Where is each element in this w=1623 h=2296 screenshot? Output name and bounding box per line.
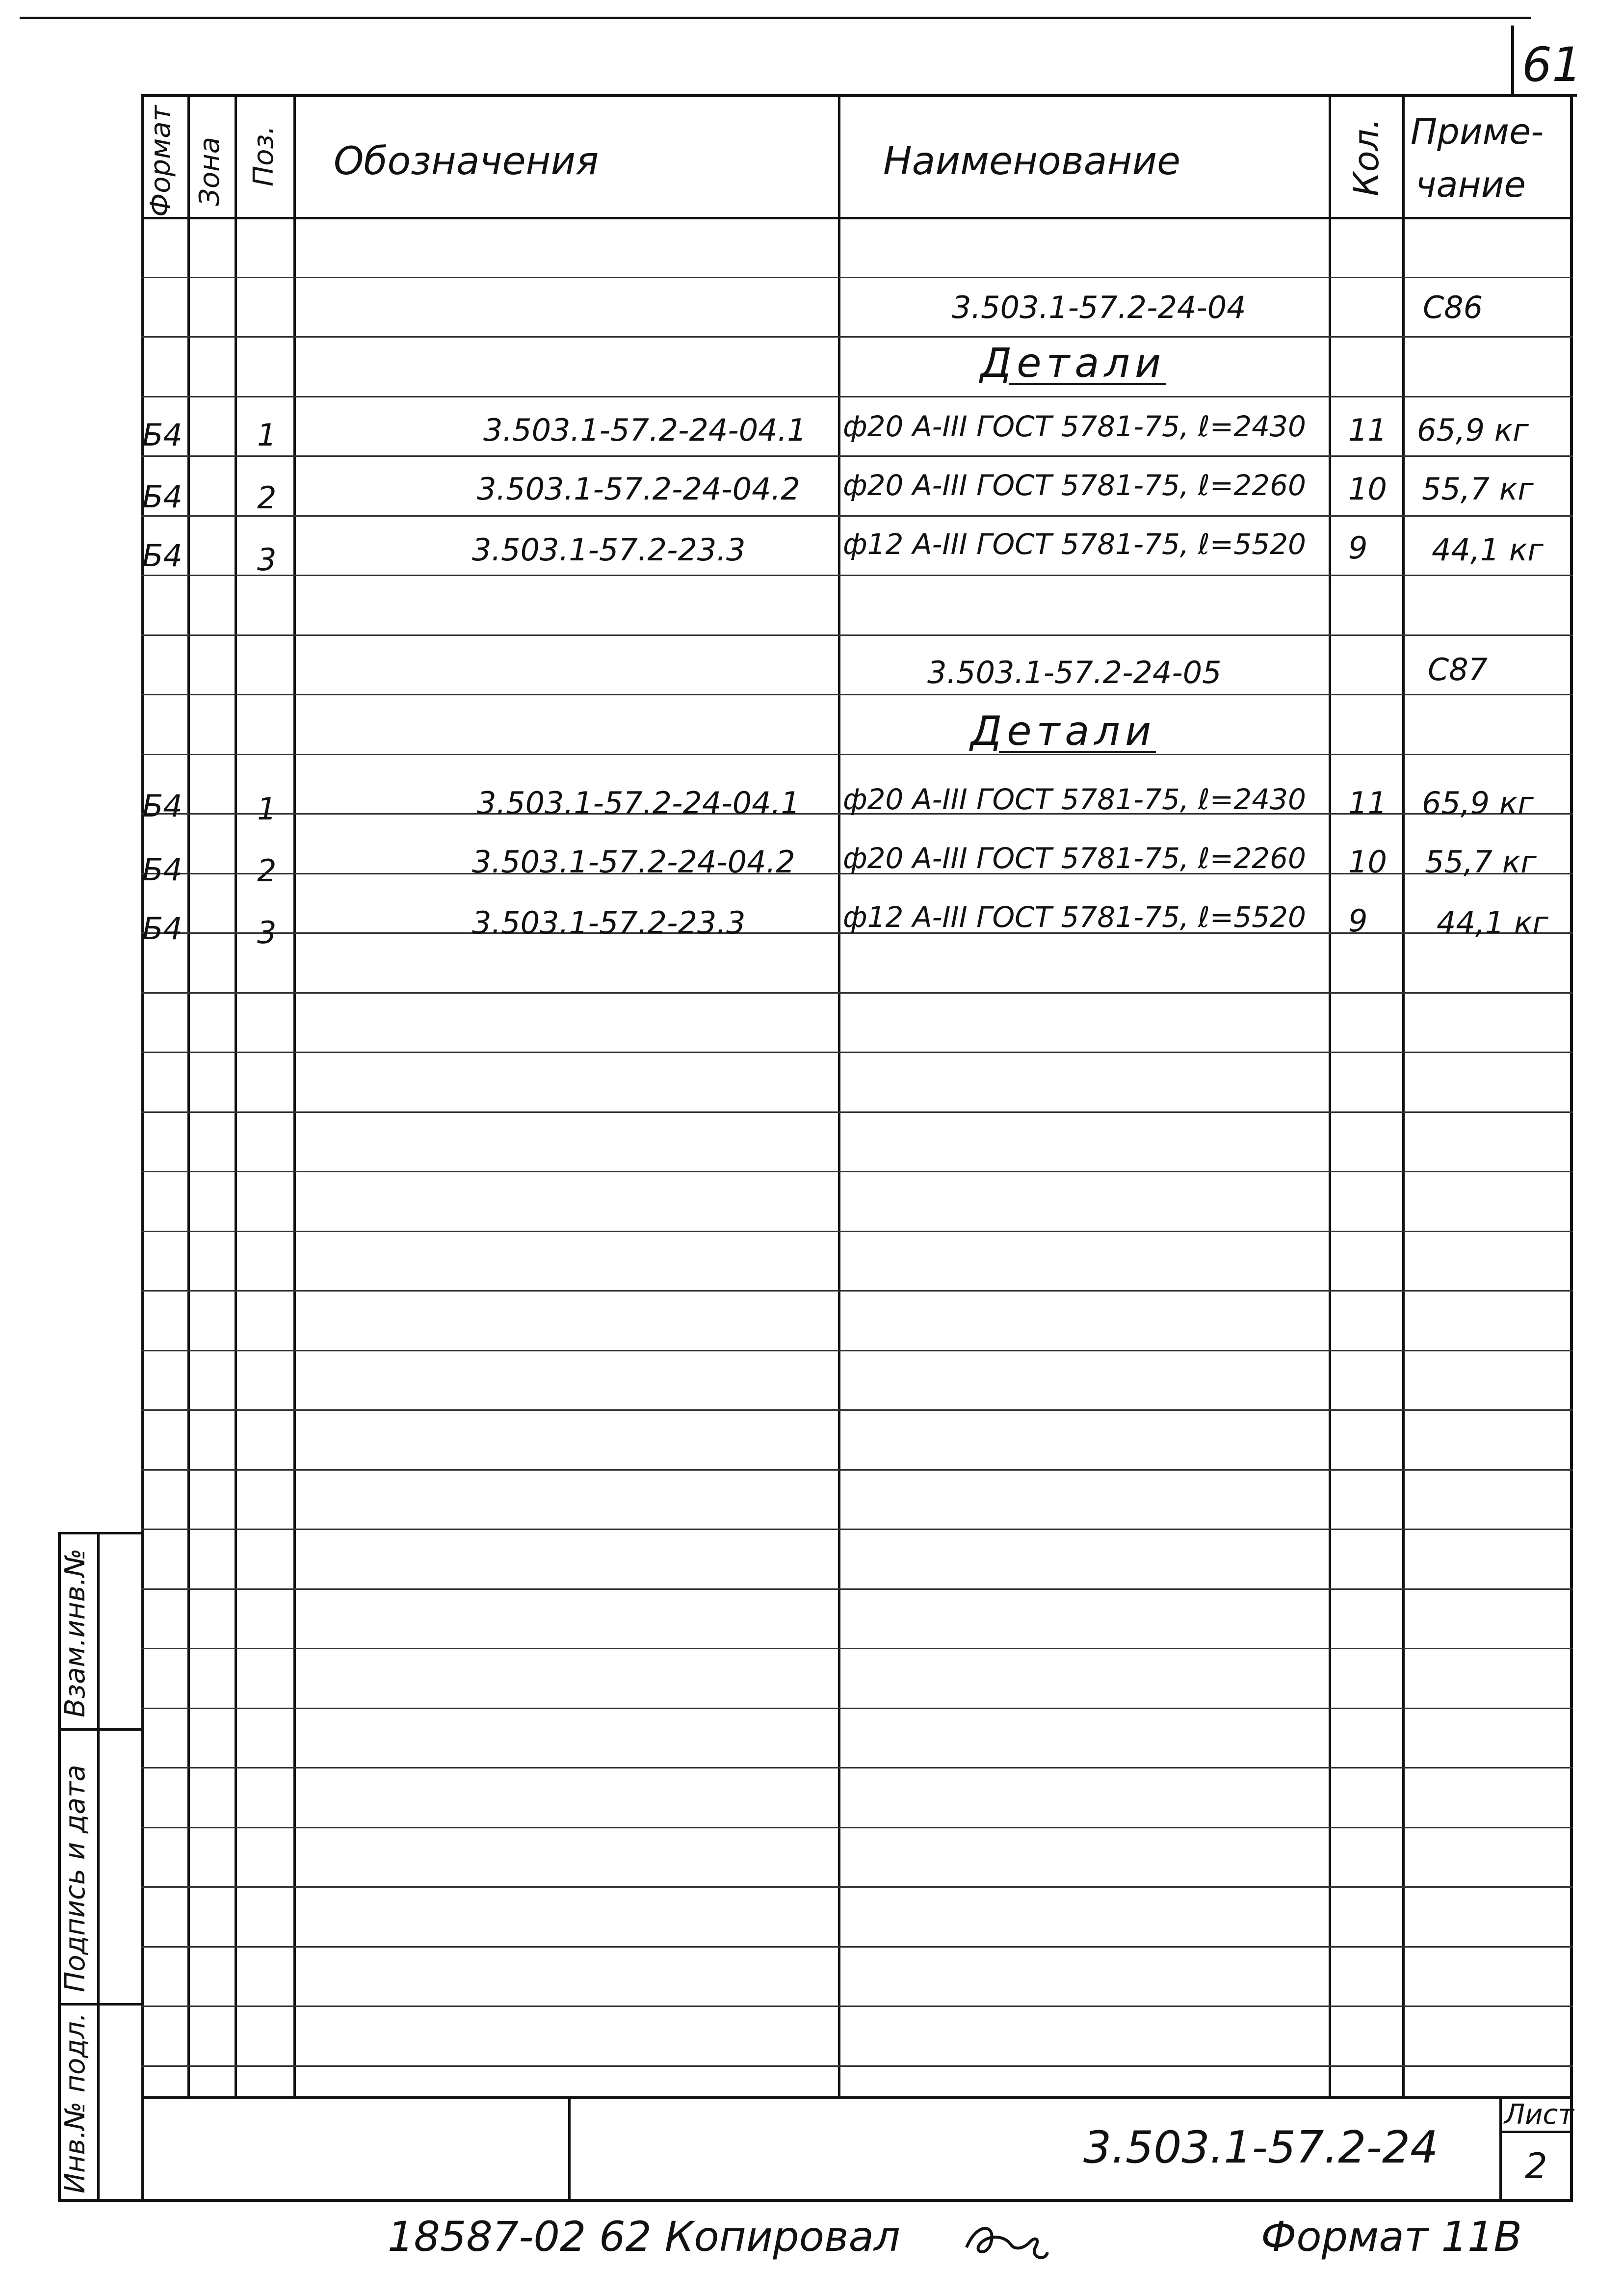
side-stamp-sep2 bbox=[58, 2003, 144, 2006]
header-name: Наименование bbox=[883, 139, 1181, 184]
row-rule bbox=[141, 634, 1573, 636]
footer-copy-note: 18587-02 62 Копировал bbox=[388, 2213, 900, 2261]
group2-doc-code: 3.503.1-57.2-24-05 bbox=[927, 655, 1222, 690]
col-divider-designation bbox=[838, 94, 840, 2096]
g2-row2-designation: 3.503.1-57.2-24-04.2 bbox=[472, 844, 795, 880]
group1-doc-note: С86 bbox=[1423, 290, 1483, 325]
title-block-sheet-label: Лист bbox=[1504, 2099, 1574, 2131]
g2-row2-name: ф20 А-III ГОСТ 5781-75, ℓ=2260 bbox=[843, 842, 1306, 875]
title-block-divider-right bbox=[1499, 2096, 1502, 2202]
side-label-sign-date: Подпись и дата bbox=[59, 1765, 91, 1992]
row-rule bbox=[141, 1111, 1573, 1113]
row-rule bbox=[141, 1171, 1573, 1172]
g2-row3-designation: 3.503.1-57.2-23.3 bbox=[472, 905, 746, 941]
col-divider-pos bbox=[293, 94, 296, 2096]
side-stamp-sep1 bbox=[58, 1728, 144, 1731]
row-rule bbox=[141, 1767, 1573, 1768]
row-rule bbox=[141, 1648, 1573, 1649]
copyist-signature bbox=[962, 2213, 1050, 2267]
row-rule bbox=[141, 575, 1573, 576]
g2-row2-pos: 2 bbox=[257, 853, 277, 889]
title-block-sheet-sep bbox=[1499, 2131, 1573, 2133]
g1-row1-note: 65,9 кг bbox=[1417, 412, 1529, 448]
top-edge-line bbox=[20, 17, 1531, 19]
row-rule bbox=[141, 455, 1573, 457]
side-label-inv-replace: Взам.инв.№ bbox=[59, 1548, 91, 1717]
g2-row1-pos: 1 bbox=[257, 791, 277, 827]
side-label-inv-orig: Инв.№ подл. bbox=[59, 2012, 91, 2193]
footer-format: Формат 11В bbox=[1261, 2213, 1522, 2261]
g2-row1-name: ф20 А-III ГОСТ 5781-75, ℓ=2430 bbox=[843, 783, 1306, 816]
row-rule bbox=[141, 336, 1573, 338]
row-rule bbox=[141, 1827, 1573, 1828]
group2-section-title: Детали bbox=[970, 708, 1156, 755]
row-rule bbox=[141, 2006, 1573, 2007]
title-block-divider-left bbox=[568, 2096, 571, 2202]
row-rule bbox=[141, 754, 1573, 755]
g1-row2-name: ф20 А-III ГОСТ 5781-75, ℓ=2260 bbox=[843, 469, 1306, 502]
header-bottom-line bbox=[141, 217, 1573, 219]
row-rule bbox=[141, 1588, 1573, 1590]
g2-row3-qty: 9 bbox=[1348, 903, 1368, 939]
title-block-top bbox=[141, 2096, 1573, 2099]
header-format: Формат bbox=[145, 105, 177, 217]
g1-row1-name: ф20 А-III ГОСТ 5781-75, ℓ=2430 bbox=[843, 410, 1306, 443]
row-rule bbox=[141, 1708, 1573, 1709]
header-zone: Зона bbox=[194, 136, 226, 206]
group1-section-title: Детали bbox=[980, 340, 1166, 387]
row-rule bbox=[141, 1886, 1573, 1888]
header-pos: Поз. bbox=[248, 126, 280, 186]
g1-row2-qty: 10 bbox=[1348, 471, 1387, 507]
g2-row3-name: ф12 А-III ГОСТ 5781-75, ℓ=5520 bbox=[843, 900, 1306, 934]
g2-row1-format: Б4 bbox=[142, 788, 183, 824]
g1-row1-format: Б4 bbox=[142, 417, 183, 453]
group2-doc-note: С87 bbox=[1428, 652, 1488, 687]
title-block-doc-code: 3.503.1-57.2-24 bbox=[1083, 2122, 1439, 2173]
row-rule bbox=[141, 1290, 1573, 1292]
row-rule bbox=[141, 1469, 1573, 1471]
g1-row3-designation: 3.503.1-57.2-23.3 bbox=[472, 532, 746, 568]
g2-row1-designation: 3.503.1-57.2-24-04.1 bbox=[477, 785, 800, 821]
row-rule bbox=[141, 277, 1573, 278]
col-divider-name bbox=[1329, 94, 1331, 2096]
g2-row3-pos: 3 bbox=[257, 915, 277, 950]
row-rule bbox=[141, 1350, 1573, 1351]
header-designation: Обозначения bbox=[334, 139, 599, 184]
row-rule bbox=[141, 992, 1573, 994]
g2-row3-format: Б4 bbox=[142, 911, 183, 947]
row-rule bbox=[141, 2065, 1573, 2067]
g1-row1-pos: 1 bbox=[257, 417, 277, 453]
g1-row3-format: Б4 bbox=[142, 538, 183, 574]
row-rule bbox=[141, 515, 1573, 517]
g2-row1-qty: 11 bbox=[1348, 785, 1387, 821]
row-rule bbox=[141, 694, 1573, 695]
g1-row3-pos: 3 bbox=[257, 542, 277, 578]
g1-row3-note: 44,1 кг bbox=[1432, 532, 1544, 568]
g2-row3-note: 44,1 кг bbox=[1437, 905, 1548, 941]
g2-row2-note: 55,7 кг bbox=[1425, 844, 1537, 880]
header-note-line2: чание bbox=[1415, 164, 1526, 205]
g1-row3-name: ф12 А-III ГОСТ 5781-75, ℓ=5520 bbox=[843, 528, 1306, 561]
g1-row2-pos: 2 bbox=[257, 480, 277, 516]
side-stamp-top bbox=[58, 1532, 144, 1534]
row-rule bbox=[141, 1052, 1573, 1053]
g1-row1-designation: 3.503.1-57.2-24-04.1 bbox=[483, 412, 807, 448]
page-number: 61 bbox=[1522, 37, 1582, 92]
row-rule bbox=[141, 1231, 1573, 1232]
col-divider-qty bbox=[1402, 94, 1405, 2096]
col-divider-zone bbox=[235, 94, 237, 2096]
g2-row1-note: 65,9 кг bbox=[1422, 785, 1534, 821]
side-stamp-divider bbox=[97, 1532, 100, 2202]
group1-doc-code: 3.503.1-57.2-24-04 bbox=[952, 290, 1246, 325]
g1-row1-qty: 11 bbox=[1348, 412, 1387, 448]
row-rule bbox=[141, 396, 1573, 397]
g2-row2-qty: 10 bbox=[1348, 844, 1387, 880]
row-rule bbox=[141, 1946, 1573, 1948]
g2-row2-format: Б4 bbox=[142, 852, 183, 888]
g1-row2-format: Б4 bbox=[142, 479, 183, 515]
g1-row3-qty: 9 bbox=[1348, 530, 1368, 566]
col-divider-format bbox=[187, 94, 190, 2096]
header-note-line1: Приме- bbox=[1411, 111, 1544, 152]
g1-row2-note: 55,7 кг bbox=[1422, 471, 1534, 507]
title-block-sheet-number: 2 bbox=[1525, 2145, 1547, 2187]
g1-row2-designation: 3.503.1-57.2-24-04.2 bbox=[477, 471, 800, 507]
row-rule bbox=[141, 1529, 1573, 1530]
header-qty: Кол. bbox=[1346, 118, 1387, 196]
row-rule bbox=[141, 1409, 1573, 1411]
